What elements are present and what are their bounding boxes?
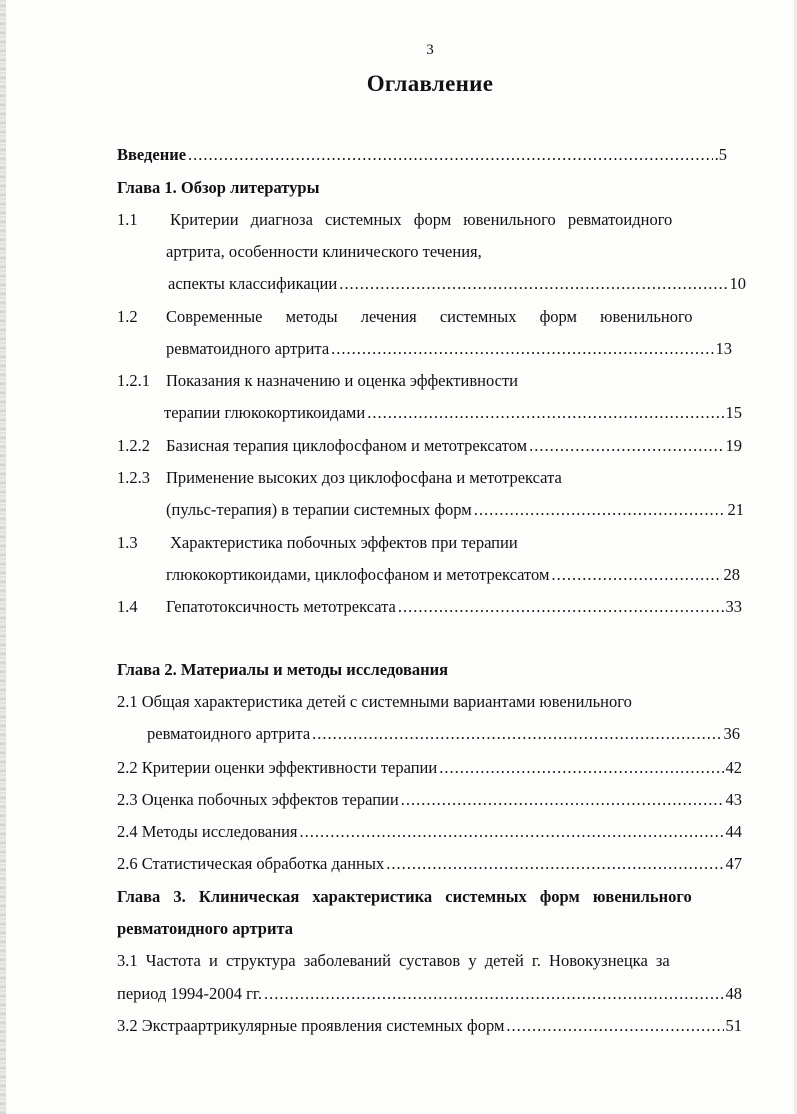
toc-num-1-2-3: 1.2.3 xyxy=(117,468,150,487)
toc-entry-1-1-line1 xyxy=(170,210,747,230)
toc-text: 2.2 Критерии оценки эффективности терапии xyxy=(117,758,438,777)
page-title: Оглавление xyxy=(366,71,494,96)
toc-num-1-4: 1.4 xyxy=(117,597,138,616)
scan-left-edge xyxy=(0,0,6,1114)
toc-page: 51 xyxy=(725,1016,742,1035)
toc-entry-2-4 xyxy=(117,822,742,842)
toc-entry-3-1-line1: 3.1 Частота и структура заболеваний суставов у детей г. Новокузнецка за xyxy=(117,951,670,970)
dot-leader xyxy=(188,145,713,165)
dot-leader xyxy=(474,500,726,520)
toc-page: 47 xyxy=(725,854,742,873)
toc-num-1-2-2: 1.2.2 xyxy=(117,436,150,455)
toc-page: 43 xyxy=(725,790,742,809)
toc-page: .5 xyxy=(714,145,727,164)
dot-leader xyxy=(551,565,721,585)
toc-entry-1-2-2 xyxy=(166,436,742,456)
dot-leader xyxy=(398,597,724,617)
toc-entry-1-3-line1: Характеристика побочных эффектов при терапии xyxy=(170,533,518,552)
toc-page: 33 xyxy=(725,597,742,616)
toc-text: глюкокортикоидами, циклофосфаном и метотрексатом xyxy=(166,565,550,584)
toc-text: Гепатотоксичность метотрексата xyxy=(166,597,396,616)
toc-label: Введение xyxy=(117,145,187,164)
toc-page: 42 xyxy=(725,758,742,777)
toc-text: ревматоидного артрита xyxy=(166,339,330,358)
toc-entry-intro xyxy=(117,145,727,165)
toc-entry-1-2-3-line1: Применение высоких доз циклофосфана и метотрексата xyxy=(166,468,562,487)
toc-entry-1-2-1-line1: Показания к назначению и оценка эффективности xyxy=(166,371,518,390)
toc-entry-2-3 xyxy=(117,790,742,810)
toc-text: 3.2 Экстраартрикулярные проявления системных форм xyxy=(117,1016,505,1035)
toc-num-1-2: 1.2 xyxy=(117,307,138,326)
toc-entry-1-4 xyxy=(166,597,742,617)
dot-leader xyxy=(312,724,721,744)
chapter-2-heading: Глава 2. Материалы и методы исследования xyxy=(117,660,449,679)
chapter-1-heading: Глава 1. Обзор литературы xyxy=(117,178,320,197)
toc-text: 2.6 Статистическая обработка данных xyxy=(117,854,385,873)
toc-entry-1-2-line1: Современные методы лечения системных форм ювенильного xyxy=(166,307,693,326)
toc-page: 44 xyxy=(725,822,742,841)
toc-entry-3-2 xyxy=(117,1016,742,1036)
dot-leader xyxy=(506,1016,723,1036)
chapter-3-heading-line2: ревматоидного артрита xyxy=(117,919,294,938)
toc-page: 19 xyxy=(725,436,742,455)
toc-page: 48 xyxy=(725,984,742,1003)
dot-leader xyxy=(529,436,723,456)
toc-entry-1-2-1-line2 xyxy=(164,403,742,423)
toc-text: аспекты классификации xyxy=(168,274,338,293)
toc-text: Базисная терапия циклофосфаном и метотрексатом xyxy=(166,436,528,455)
dot-leader xyxy=(401,790,724,810)
toc-text: 2.4 Методы исследования xyxy=(117,822,298,841)
toc-entry-1-2-line2 xyxy=(166,339,732,359)
dot-leader xyxy=(339,274,727,294)
toc-text: 2.3 Оценка побочных эффектов терапии xyxy=(117,790,399,809)
toc-page: 15 xyxy=(725,403,742,422)
dot-leader xyxy=(331,339,713,359)
toc-num-1-3: 1.3 xyxy=(117,533,138,552)
toc-page: 21 xyxy=(727,500,744,519)
toc-entry-2-1-line1: 2.1 Общая характеристика детей с системными вариантами ювенильного xyxy=(117,692,632,711)
toc-text: терапии глюкокортикоидами xyxy=(164,403,366,422)
toc-entry-2-1-line2 xyxy=(147,724,740,744)
toc-text: (пульс-терапия) в терапии системных форм xyxy=(166,500,472,519)
toc-text: период 1994-2004 гг. xyxy=(117,984,262,1003)
toc-entry-1-3-line2 xyxy=(166,565,740,585)
toc-text: Критерии диагноза системных форм ювенильного ревматоидного xyxy=(170,210,673,229)
toc-page: 36 xyxy=(723,724,740,743)
toc-page: 13 xyxy=(715,339,732,358)
toc-page: 10 xyxy=(729,274,746,293)
toc-text: ревматоидного артрита xyxy=(147,724,311,743)
page-number: 3 xyxy=(426,42,434,58)
chapter-3-heading-line1: Глава 3. Клиническая характеристика системных форм ювенильного xyxy=(117,887,692,906)
toc-page: 28 xyxy=(723,565,740,584)
toc-num-1-1: 1.1 xyxy=(117,210,138,229)
toc-entry-3-1-line2 xyxy=(117,984,742,1004)
toc-entry-1-1-line3 xyxy=(168,274,746,294)
toc-entry-2-2 xyxy=(117,758,742,778)
dot-leader xyxy=(439,758,723,778)
dot-leader xyxy=(367,403,723,423)
dot-leader xyxy=(264,984,724,1004)
dot-leader xyxy=(300,822,724,842)
dot-leader xyxy=(386,854,723,874)
toc-entry-2-6 xyxy=(117,854,742,874)
toc-entry-1-2-3-line2 xyxy=(166,500,744,520)
toc-num-1-2-1: 1.2.1 xyxy=(117,371,150,390)
toc-entry-1-1-line2: артрита, особенности клинического течения, xyxy=(166,242,482,261)
